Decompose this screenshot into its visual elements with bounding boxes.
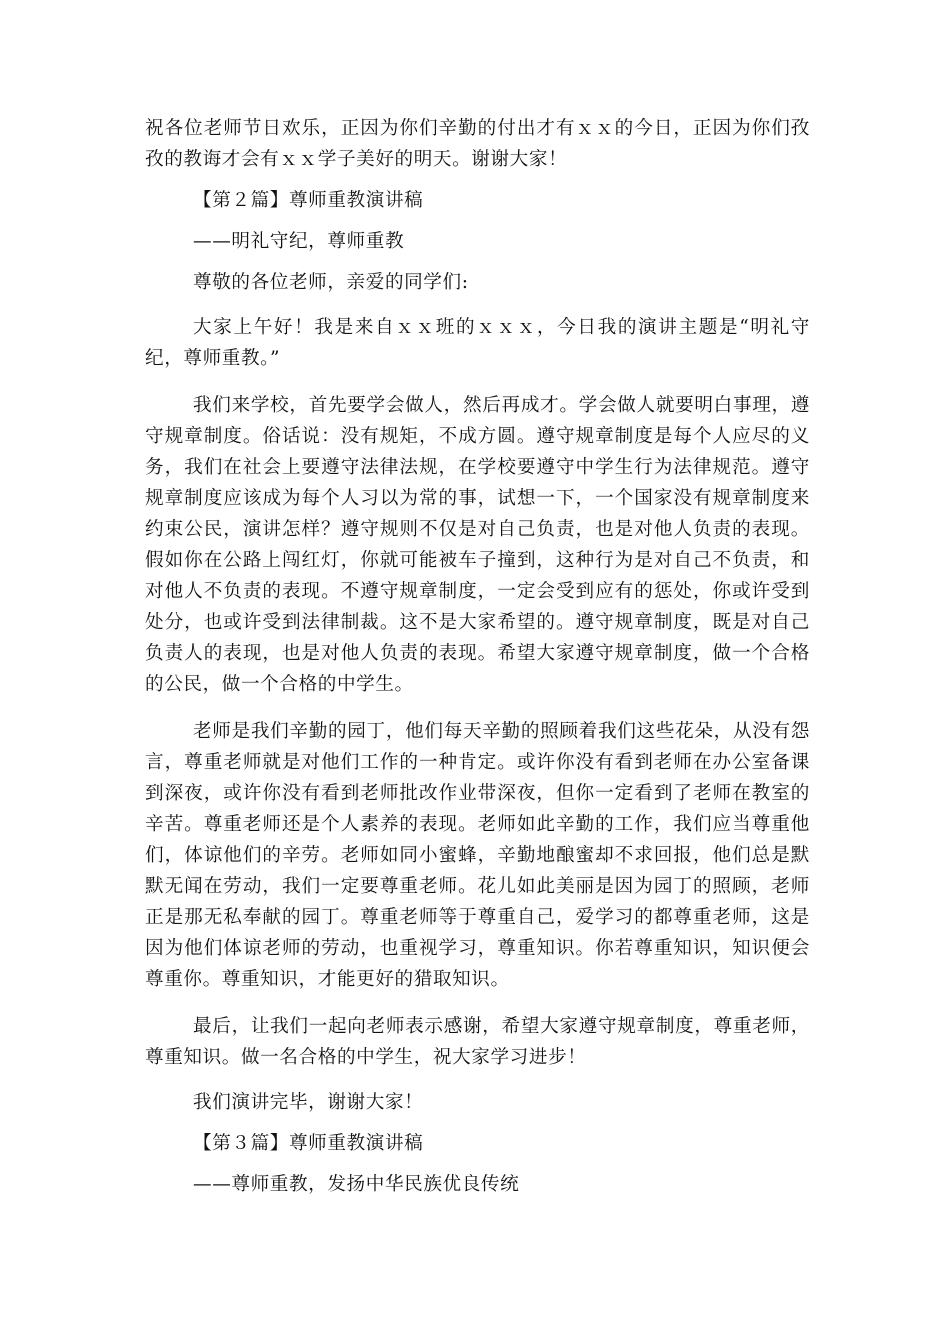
thanks-paragraph: 我们演讲完毕，谢谢大家！: [193, 1092, 424, 1113]
greeting-paragraph: 大家上午好！我是来自ｘｘ班的ｘｘｘ，今日我的演讲主题是“明礼守纪，尊师重教。”: [145, 317, 810, 369]
conclusion-paragraph: 最后，让我们一起向老师表示感谢，希望大家遵守规章制度，尊重老师，尊重知识。做一名合格的中学生，祝大家学习进步！: [145, 1016, 810, 1068]
rules-paragraph: 我们来学校，首先要学会做人，然后再成才。学会做人就要明白事理，遵守规章制度。俗话说：没有规矩，不成方圆。遵守规章制度是每个人应尽的义务，我们在社会上要遵守法律法规，在学校要遵守中学生行为法律规范。遵守规章制度应该成为每个人习以为常的事，试想一下，一个国家没有规章制度来约束公民，演讲怎样？遵守规则不仅是对自己负责，也是对他人负责的表现。假如你在公路上闯红灯，你就可能被车子撞到，这种行为是对自己不负责，和对他人不负责的表现。不遵守规章制度，一定会受到应有的惩处，你或许受到处分，也或许受到法律制裁。这不是大家希望的。遵守规章制度，既是对自己负责人的表现，也是对他人负责的表现。希望大家遵守规章制度，做一个合格的公民，做一个合格的中学生。: [145, 395, 810, 695]
teachers-paragraph: 老师是我们辛勤的园丁，他们每天辛勤的照顾着我们这些花朵，从没有怨言，尊重老师就是对他们工作的一种肯定。或许你没有看到老师在办公室备课到深夜，或许你没有看到老师批改作业带深夜，但你一定看到了老师在教室的辛苦。尊重老师还是个人素养的表现。老师如此辛勤的工作，我们应当尊重他们，体谅他们的辛劳。老师如同小蜜蜂，辛勤地酿蜜却不求回报，他们总是默默无闻在劳动，我们一定要尊重老师。花儿如此美丽是因为园丁的照顾，老师正是那无私奉献的园丁。尊重老师等于尊重自己，爱学习的都尊重老师，这是因为他们体谅老师的劳动，也重视学习，尊重知识。你若尊重知识，知识便会尊重你。尊重知识，才能更好的猎取知识。: [145, 721, 810, 990]
section-2-subtitle: ——明礼守纪，尊师重教: [193, 231, 405, 252]
document-page: [145, 113, 810, 1200]
closing-paragraph: 祝各位老师节日欢乐，正因为你们辛勤的付出才有ｘｘ的今日，正因为你们孜孜的教诲才会有ｘｘ学子美好的明天。谢谢大家！: [145, 118, 810, 170]
section-3-subtitle: ——尊师重教，发扬中华民族优良传统: [193, 1174, 520, 1195]
section-2-heading: 【第２篇】尊师重教演讲稿: [193, 190, 424, 211]
section-3-heading: 【第３篇】尊师重教演讲稿: [193, 1133, 424, 1154]
salutation: 尊敬的各位老师，亲爱的同学们:: [193, 272, 469, 293]
